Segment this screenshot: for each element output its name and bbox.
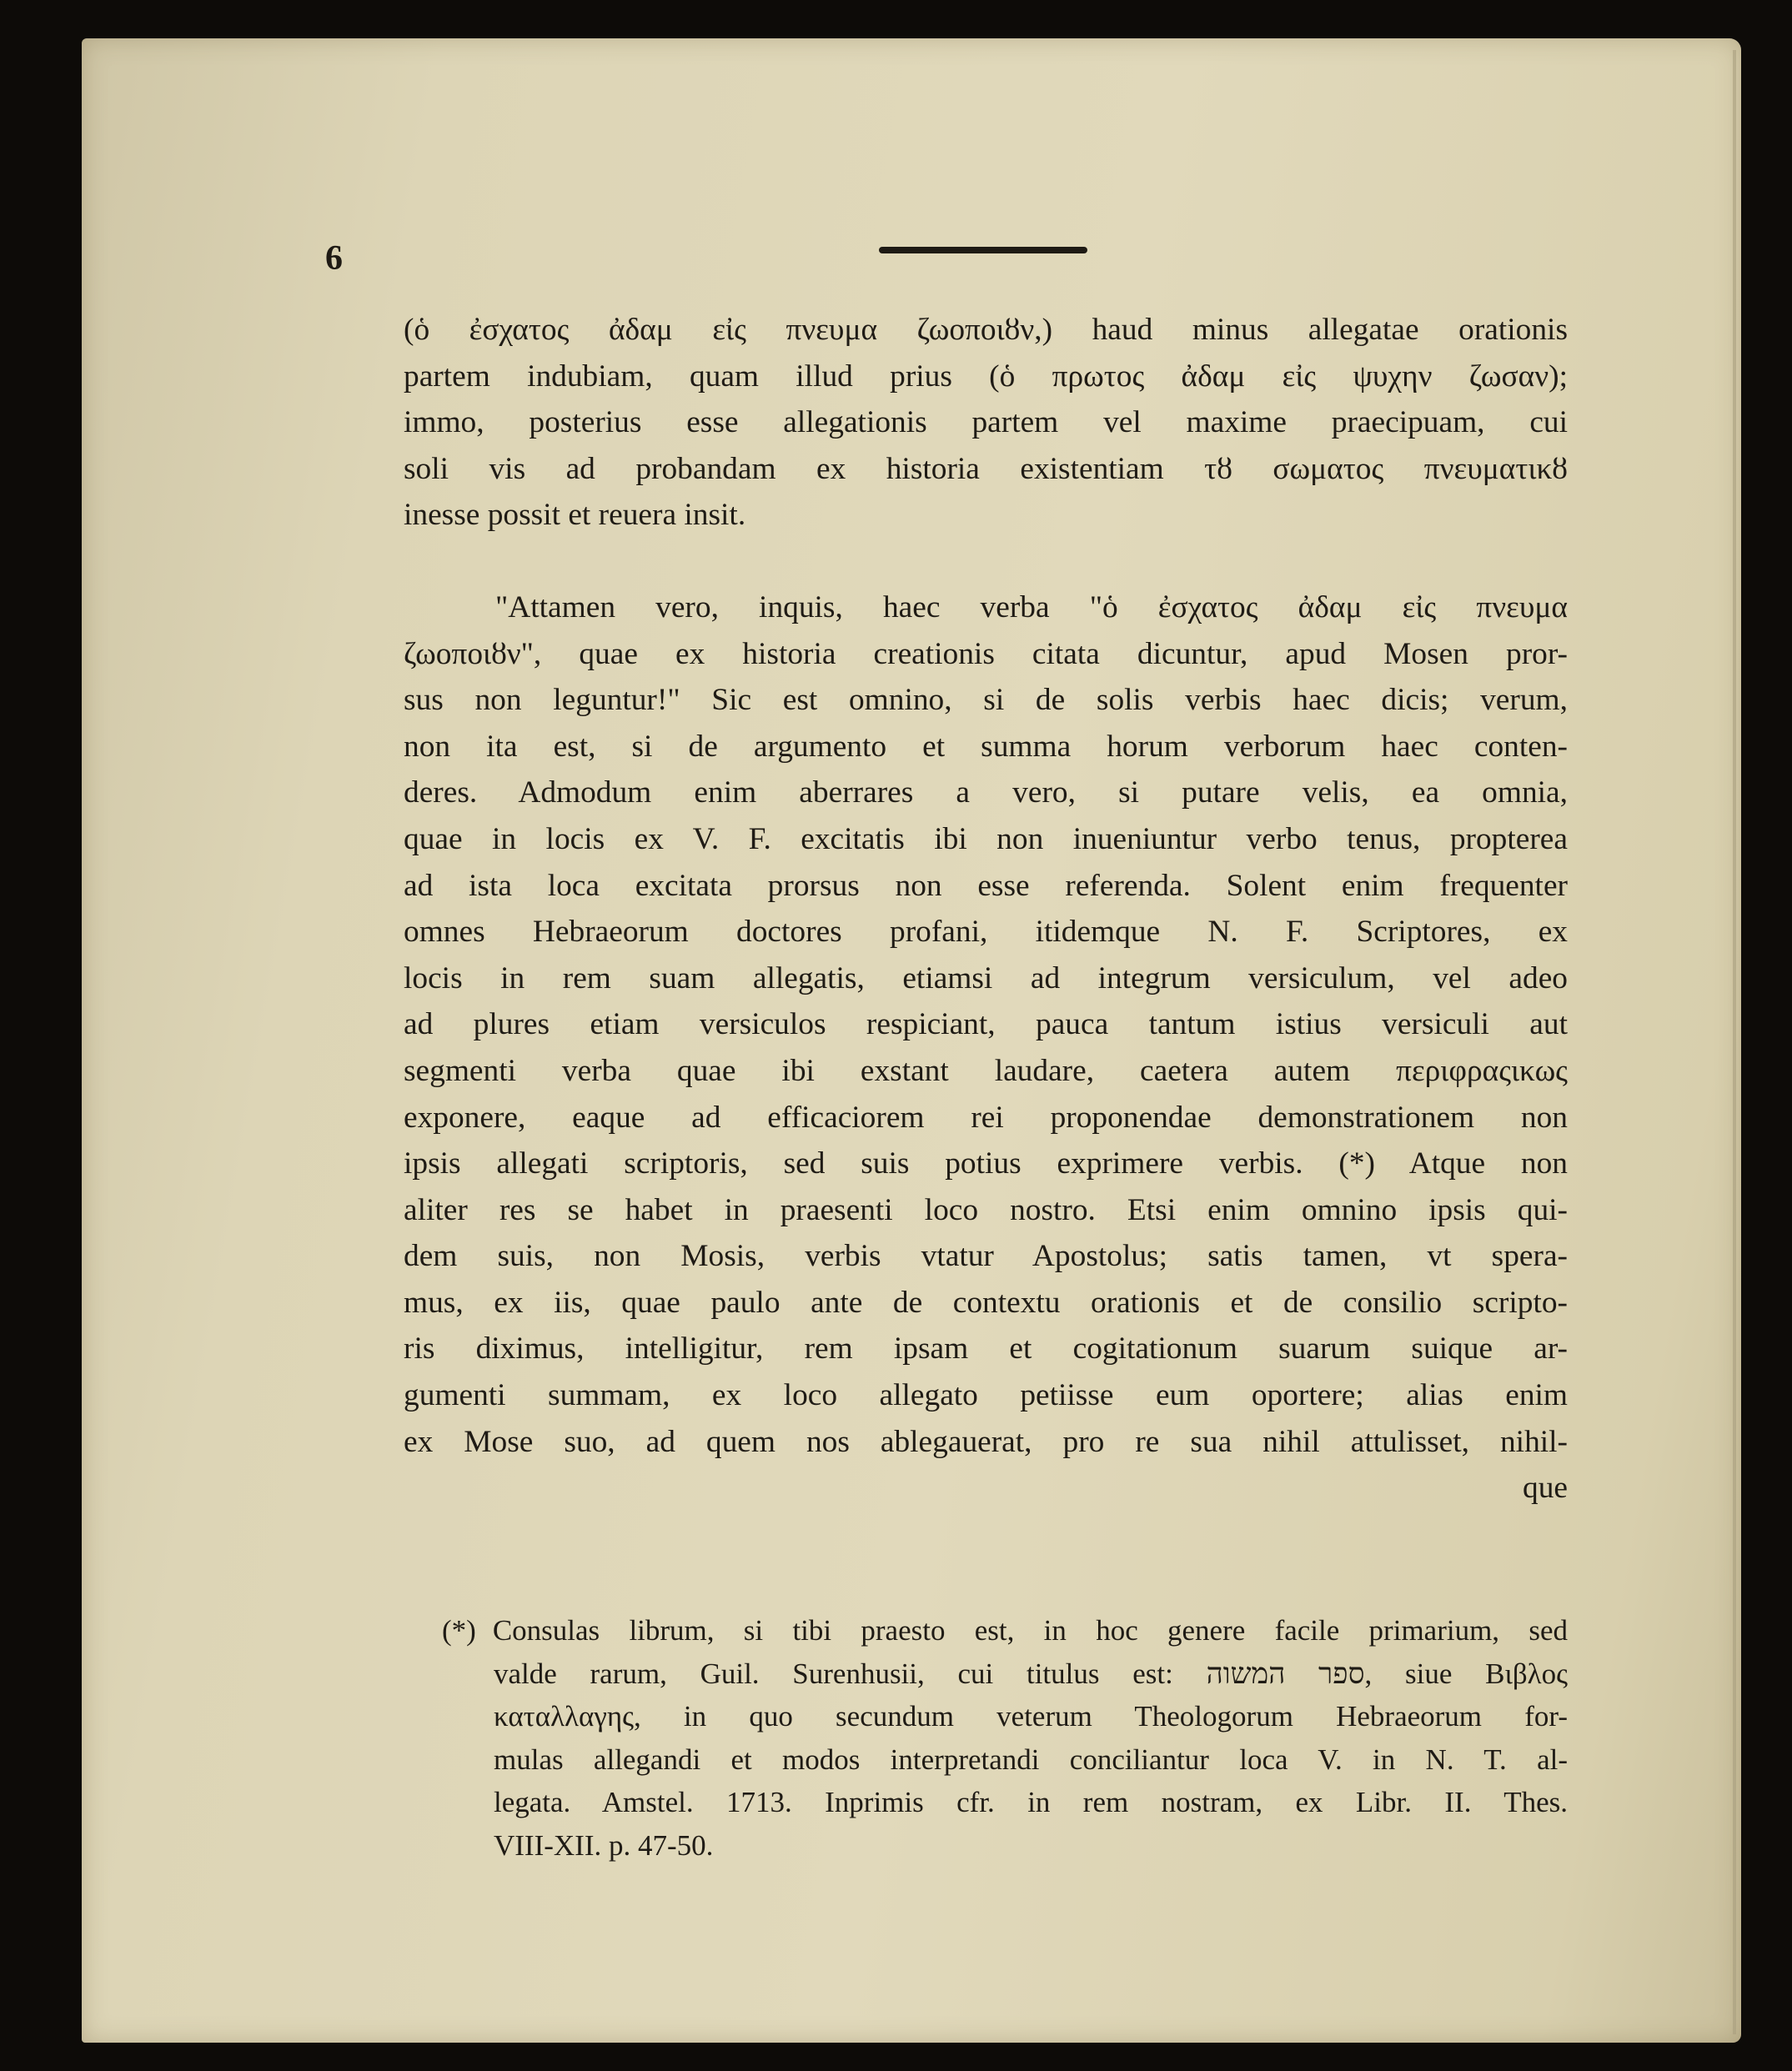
body-line: sus non leguntur!" Sic est omnino, si de solis verbis haec dicis; verum, (404, 683, 1568, 718)
body-line: partem indubiam, quam illud prius (ὁ πρωτος ἀδαμ εἰς ψυχην ζωσαν); (404, 359, 1568, 394)
body-line: mus, ex iis, quae paulo ante de contextu orationis et de consilio scripto- (404, 1285, 1568, 1320)
body-text (404, 307, 1568, 1512)
body-line: "Attamen vero, inquis, haec verba "ὁ ἐσχατος ἀδαμ εἰς πνευμα (495, 589, 1568, 624)
footnote-line: καταλλαγης, in quo secundum veterum Theologorum Hebraeorum for- (494, 1700, 1568, 1733)
body-line: quae in locis ex V. F. excitatis ibi non inueniuntur verbo tenus, propterea (404, 821, 1568, 856)
body-line: gumenti summam, ex loco allegato petiisse eum oportere; alias enim (404, 1378, 1568, 1413)
body-line: immo, posterius esse allegationis partem vel maxime praecipuam, cui (404, 405, 1568, 440)
body-line: (ὁ ἐσχατος ἀδαμ εἰς πνευμα ζωοποιȣν,) haud minus allegatae orationis (404, 313, 1568, 347)
body-line: deres. Admodum enim aberrares a vero, si putare velis, ea omnia, (404, 775, 1568, 810)
body-line: segmenti verba quae ibi exstant laudare, caetera autem περιφραςικως (404, 1053, 1568, 1088)
footnote (442, 1609, 1568, 1867)
footnote-line: VIII-XII. p. 47-50. (494, 1828, 714, 1862)
footnote-text: Consulas librum, si tibi praesto est, in hoc genere facile primarium, sed (492, 1614, 1568, 1647)
header-rule (879, 247, 1087, 253)
footnote-line: valde rarum, Guil. Surenhusii, cui titulus est: ספר המשוה, siue Βιβλος (494, 1657, 1568, 1690)
body-line: ris diximus, intelligitur, rem ipsam et cogitationum suarum suique ar- (404, 1331, 1568, 1366)
body-line: ipsis allegati scriptoris, sed suis potius exprimere verbis. (*) Atque non (404, 1146, 1568, 1181)
body-line: exponere, eaque ad efficaciorem rei proponendae demonstrationem non (404, 1100, 1568, 1135)
body-line: dem suis, non Mosis, verbis vtatur Apostolus; satis tamen, vt spera- (404, 1239, 1568, 1274)
footnote-marker: (*) (442, 1614, 476, 1647)
footnote-line: mulas allegandi et modos interpretandi conciliantur loca V. in N. T. al- (494, 1743, 1568, 1776)
body-line: ad plures etiam versiculos respiciant, pauca tantum istius versiculi aut (404, 1007, 1568, 1042)
body-line: ex Mose suo, ad quem nos ablegauerat, pro re sua nihil attulisset, nihil- (404, 1424, 1568, 1459)
page-number: 6 (325, 239, 343, 278)
body-line: ad ista loca excitata prorsus non esse referenda. Solent enim frequenter (404, 868, 1568, 903)
body-line: ζωοποιȣν", quae ex historia creationis citata dicuntur, apud Mosen pror- (404, 636, 1568, 671)
catchword: que (1523, 1471, 1568, 1506)
body-line: soli vis ad probandam ex historia existentiam τȣ σωματος πνευματικȣ (404, 451, 1568, 486)
body-line: locis in rem suam allegatis, etiamsi ad integrum versiculum, vel adeo (404, 960, 1568, 995)
body-line: non ita est, si de argumento et summa horum verborum haec conten- (404, 729, 1568, 764)
body-line: inesse possit et reuera insit. (404, 498, 746, 533)
body-line: aliter res se habet in praesenti loco nostro. Etsi enim omnino ipsis qui- (404, 1192, 1568, 1227)
footnote-line (442, 1609, 1568, 1652)
page-edge (1733, 50, 1736, 2034)
footnote-line: legata. Amstel. 1713. Inprimis cfr. in rem nostram, ex Libr. II. Thes. (494, 1786, 1568, 1818)
paragraph-gap (404, 539, 1568, 584)
body-line: omnes Hebraeorum doctores profani, itidemque N. F. Scriptores, ex (404, 915, 1568, 950)
